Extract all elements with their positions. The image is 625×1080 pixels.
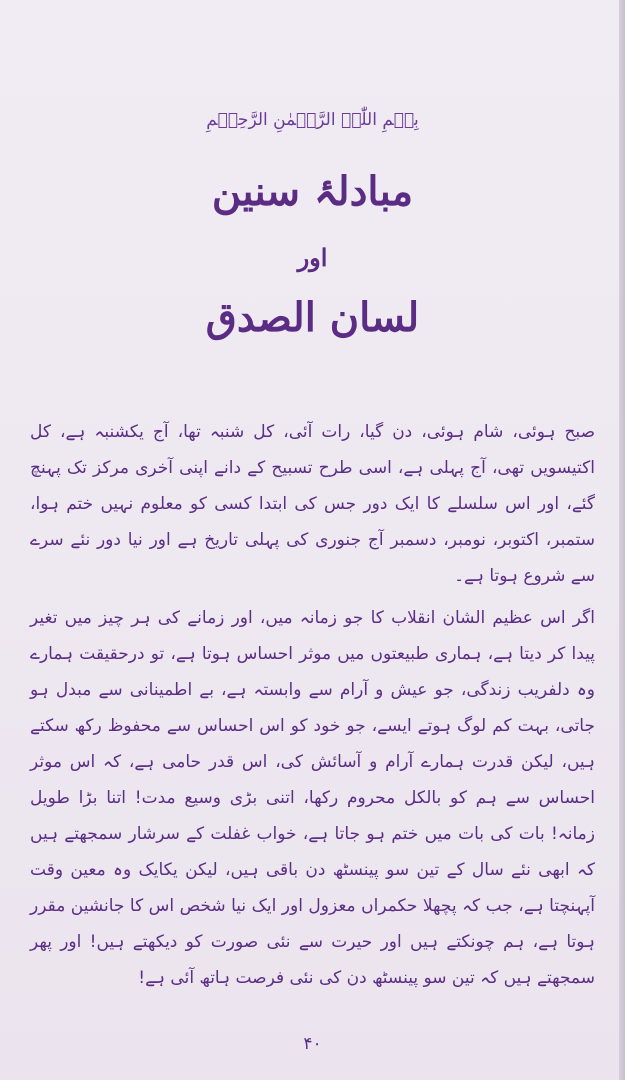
title-conjunction: اور: [297, 243, 328, 272]
title-second: لسان الصدق: [205, 294, 420, 341]
paragraph-1: صبح ہوئی، شام ہوئی، دن گیا، رات آئی، کل شنبہ تھا، آج یکشنبہ ہے، کل اکتیسویں تھی، آج پہلی ہے، اسی طرح تسبیح کے دانے اپنی آخری مرکز تک پہنچ گئے، اور اس سلسلے کا ایک دور جس کی ابتدا کسی کو معلوم نہیں ختم ہوا، ستمبر، اکتوبر، نومبر، دسمبر آج جنوری کی پہلی تاریخ ہے اور نیا دور نئے سرے سے شروع ہوتا ہے۔: [30, 422, 595, 586]
title-main: مبادلۂ سنین: [211, 168, 414, 215]
page-header: [0, 110, 625, 346]
paragraph-2: اگر اس عظیم الشان انقلاب کا جو زمانہ میں، اور زمانے کی ہر چیز میں تغیر پیدا کر دیتا ہے، ہماری طبیعتوں میں موثر احساس ہوتا ہے، تو درحقیقت ہمارے وہ دلفریب زندگی، جو عیش و آرام سے وابستہ ہے، بے اطمینانی سے مبدل ہو جاتی، بہت کم لوگ ہوتے ایسے، جو خود کو اس احساس سے محفوظ رکھ سکتے ہیں، لیکن قدرت ہمارے آرام و آسائش کی، اس قدر حامی ہے، کہ اس موثر احساس سے ہم کو بالکل محروم رکھا، اتنی بڑی وسیع مدت! اتنا بڑا طویل زمانہ! بات کی بات میں ختم ہو جاتا ہے، خواب غفلت کے سرشار سمجھتے ہیں کہ ابھی نئے سال کے تین سو پینسٹھ دن باقی ہیں، لیکن یکایک وہ معین وقت آپہنچتا ہے، جب کہ پچھلا حکمراں معزول اور ایک نیا شخص اس کا جانشین مقرر ہوتا ہے، ہم چونکتے ہیں اور حیرت سے نئی صورت کو دیکھتے ہیں! اور پھر سمجھتے ہیں کہ تین سو پینسٹھ دن کی نئی فرصت ہاتھ آئی ہے!: [30, 608, 595, 988]
basmala: بِسۡمِ اللّٰہِ الرَّحۡمٰنِ الرَّحِیۡمِ: [206, 110, 419, 130]
page-number: ۴۰: [303, 1034, 322, 1054]
body-text: [30, 414, 595, 996]
